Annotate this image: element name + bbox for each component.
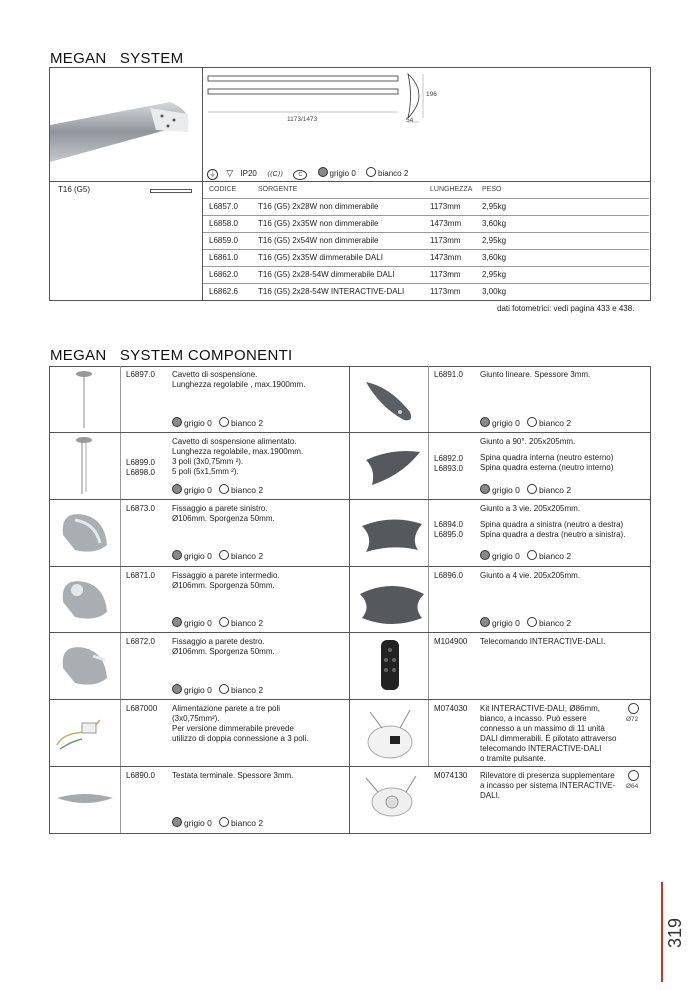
grey-finish-icon bbox=[172, 684, 182, 694]
finish-options: grigio 0 bianco 2 bbox=[172, 484, 263, 495]
table-row: L6861.0 T16 (G5) 2x35W dimmerabile DALI 1473mm 3,60kg bbox=[203, 249, 649, 266]
white-finish-icon bbox=[219, 417, 229, 427]
finish-options: grigio 0 bianco 2 bbox=[172, 684, 263, 695]
finish-options: grigio 0 bianco 2 bbox=[480, 417, 571, 428]
finish-options: grigio 0 bianco 2 bbox=[172, 417, 263, 428]
table-row: L6862.0 T16 (G5) 2x28-54W dimmerabile DALI 1173mm 2,95kg bbox=[203, 266, 649, 283]
f-mark-icon: ▽ bbox=[226, 168, 234, 178]
table-row: L6858.0 T16 (G5) 2x35W non dimmerabile 1473mm 3,60kg bbox=[203, 215, 649, 232]
tube-icon bbox=[150, 189, 192, 193]
table-row: L6862.6 T16 (G5) 2x28-54W INTERACTIVE-DALI 1173mm 3,00kg bbox=[203, 283, 649, 300]
white-finish-icon bbox=[527, 617, 537, 627]
finish-options: grigio 0 bianco 2 bbox=[172, 550, 263, 561]
end-cap-image bbox=[55, 790, 115, 812]
grey-finish-icon bbox=[480, 617, 490, 627]
finish-options: grigio 0 bianco 2 bbox=[172, 817, 263, 828]
white-finish-icon bbox=[219, 550, 229, 560]
white-finish-icon bbox=[366, 167, 376, 177]
interactive-dali-kit-image bbox=[360, 704, 422, 762]
grey-finish-icon bbox=[318, 167, 328, 177]
grey-finish-icon bbox=[480, 484, 490, 494]
dimension-drawing bbox=[205, 72, 435, 127]
grey-finish-icon bbox=[172, 484, 182, 494]
grey-finish-icon bbox=[172, 417, 182, 427]
wall-mount-right-image bbox=[55, 638, 115, 693]
grey-finish-icon bbox=[480, 417, 490, 427]
powered-suspension-cable-image bbox=[68, 436, 100, 496]
source-label: T16 (G5) bbox=[58, 185, 91, 194]
cutout-hole-icon bbox=[628, 703, 639, 714]
grey-finish-icon bbox=[172, 550, 182, 560]
presence-detector-image bbox=[360, 772, 422, 824]
white-finish-icon bbox=[219, 484, 229, 494]
components-title: MEGAN SYSTEM COMPONENTI bbox=[50, 347, 293, 364]
ce-mark-icon: ⟨⟨C⟩⟩ bbox=[267, 171, 284, 178]
grey-finish-icon bbox=[172, 817, 182, 827]
imq-mark-icon: C bbox=[293, 170, 307, 180]
white-finish-icon bbox=[219, 684, 229, 694]
white-finish-icon bbox=[527, 550, 537, 560]
finish-options: grigio 0 bianco 2 bbox=[480, 550, 571, 561]
white-finish-icon bbox=[527, 417, 537, 427]
photometric-note: dati fotometrici: vedi pagina 433 e 438. bbox=[497, 304, 635, 313]
section-title: MEGAN SYSTEM bbox=[50, 50, 184, 67]
table-row: L6857.0 T16 (G5) 2x28W non dimmerabile 1173mm 2,95kg bbox=[203, 198, 649, 215]
wall-power-supply-image bbox=[52, 705, 118, 760]
suspension-cable-image bbox=[68, 370, 100, 430]
grey-finish-icon bbox=[172, 617, 182, 627]
table-row: L6859.0 T16 (G5) 2x54W non dimmerabile 1173mm 2,95kg bbox=[203, 232, 649, 249]
white-finish-icon bbox=[219, 617, 229, 627]
wall-mount-left-image bbox=[55, 505, 115, 560]
finish-options: grigio 0 bianco 2 bbox=[480, 617, 571, 628]
white-finish-icon bbox=[527, 484, 537, 494]
white-finish-icon bbox=[219, 817, 229, 827]
joint-3-way-image bbox=[358, 508, 426, 563]
remote-control-image bbox=[375, 638, 405, 694]
finish-options: grigio 0 bianco 2 bbox=[172, 617, 263, 628]
earth-class-icon: ⏚ bbox=[209, 171, 216, 178]
finish-options: grigio 0 bianco 2 bbox=[480, 484, 571, 495]
luminaire-image bbox=[50, 80, 200, 180]
cutout-hole-icon bbox=[628, 770, 639, 781]
certification-symbols: ⏚ ▽ IP20 ⟨⟨C⟩⟩ C grigio 0 bianco 2 bbox=[209, 168, 409, 178]
grey-finish-icon bbox=[480, 550, 490, 560]
joint-90-image bbox=[362, 440, 424, 495]
joint-4-way-image bbox=[356, 574, 428, 629]
wall-mount-middle-image bbox=[55, 572, 115, 627]
page-accent-line bbox=[661, 882, 663, 982]
linear-joint-image bbox=[360, 372, 422, 427]
page-number: 319 bbox=[665, 917, 685, 948]
